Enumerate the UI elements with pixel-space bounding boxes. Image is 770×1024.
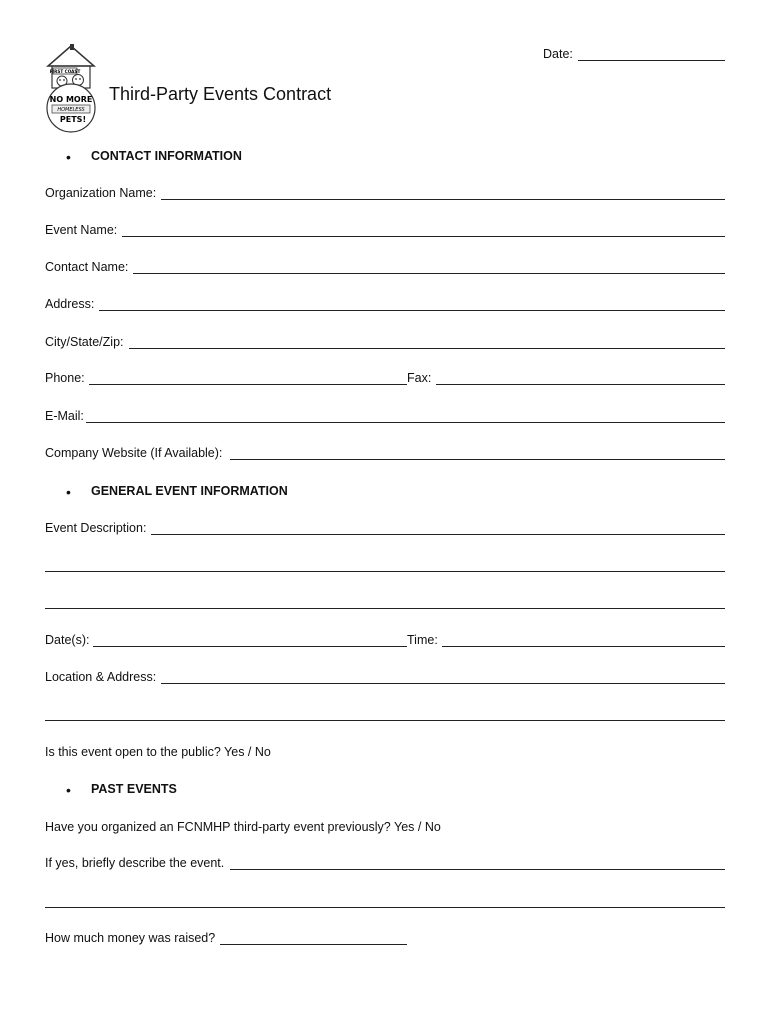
fax-field[interactable] (436, 384, 725, 385)
event-description-field-line-2[interactable] (45, 571, 725, 572)
describe-event-field[interactable] (230, 869, 725, 870)
time-label: Time: (407, 633, 438, 647)
company-website-label: Company Website (If Available): (45, 446, 223, 460)
time-field[interactable] (442, 646, 725, 647)
event-description-label: Event Description: (45, 521, 147, 535)
organized-previously-question: Have you organized an FCNMHP third-party event previously? Yes / No (45, 820, 441, 834)
bullet-icon: • (66, 782, 71, 798)
event-description-field[interactable] (151, 534, 725, 535)
location-address-field-line-2[interactable] (45, 720, 725, 721)
section-contact-heading: CONTACT INFORMATION (91, 149, 242, 163)
section-past-heading: PAST EVENTS (91, 782, 177, 796)
fax-label: Fax: (407, 371, 432, 385)
date-field[interactable] (578, 60, 725, 61)
phone-label: Phone: (45, 371, 85, 385)
contact-name-label: Contact Name: (45, 260, 129, 274)
city-state-zip-label: City/State/Zip: (45, 335, 124, 349)
location-address-label: Location & Address: (45, 670, 157, 684)
logo-text-1: FIRST COAST (49, 69, 81, 74)
fcnmhp-logo (40, 42, 102, 142)
event-name-field[interactable] (122, 236, 725, 237)
logo-text-4: PETS! (59, 115, 87, 124)
organization-name-field[interactable] (161, 199, 725, 200)
describe-event-label: If yes, briefly describe the event. (45, 856, 225, 870)
location-address-field[interactable] (161, 683, 725, 684)
address-field[interactable] (99, 310, 725, 311)
dates-field[interactable] (93, 646, 407, 647)
event-description-field-line-3[interactable] (45, 608, 725, 609)
event-name-label: Event Name: (45, 223, 118, 237)
email-label: E-Mail: (45, 409, 84, 423)
email-field[interactable] (86, 422, 725, 423)
logo-text-3: HOMELESS (57, 107, 85, 113)
organization-name-label: Organization Name: (45, 186, 157, 200)
bullet-icon: • (66, 149, 71, 165)
describe-event-field-line-2[interactable] (45, 907, 725, 908)
bullet-icon: • (66, 484, 71, 500)
page-title: Third-Party Events Contract (109, 84, 332, 104)
city-state-zip-field[interactable] (129, 348, 725, 349)
contact-name-field[interactable] (133, 273, 725, 274)
money-raised-field[interactable] (220, 944, 407, 945)
dates-label: Date(s): (45, 633, 90, 647)
open-to-public-question: Is this event open to the public? Yes / No (45, 745, 271, 759)
phone-field[interactable] (89, 384, 407, 385)
section-general-heading: GENERAL EVENT INFORMATION (91, 484, 288, 498)
address-label: Address: (45, 297, 95, 311)
money-raised-label: How much money was raised? (45, 931, 216, 945)
company-website-field[interactable] (230, 459, 725, 460)
logo-text-2: NO MORE (49, 95, 93, 104)
date-label: Date: (543, 47, 573, 61)
